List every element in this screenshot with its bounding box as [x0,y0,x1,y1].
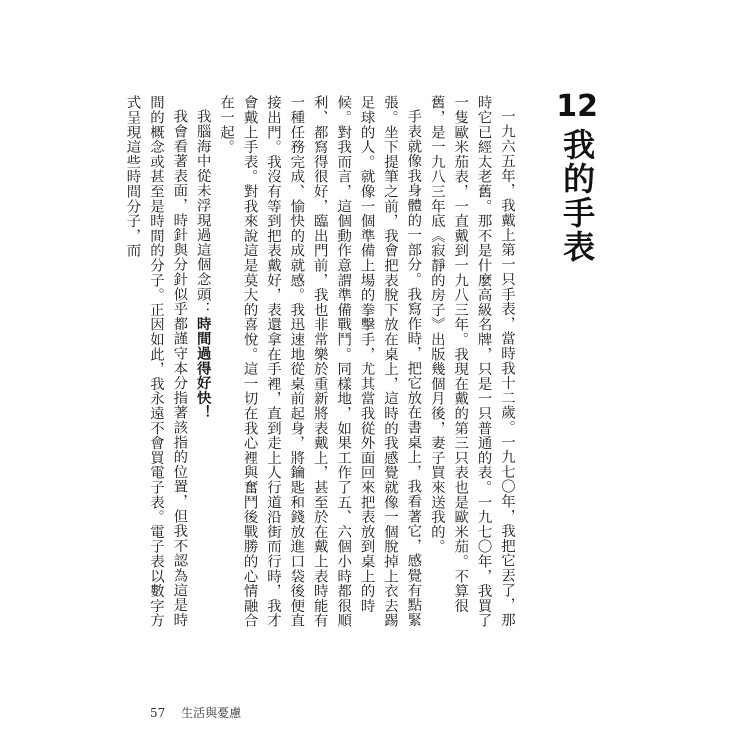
page-number: 57 [150,706,166,720]
chapter-number: 12 [556,89,598,124]
paragraph-text: 我腦海中從未浮現過這個念頭： [194,109,211,317]
body-text [120,95,518,635]
paragraph: 我會看著表面，時針與分針似乎都謹守本分指著該指的位置，但我不認為這是時間的概念或甚至是時間的分子。正因如此，我永遠不會買電子表。電子表以數字方式呈現這些時間分子，而 [124,95,188,628]
book-title: 生活與憂慮 [181,706,242,720]
paragraph: 一九六五年，我戴上第一只手表，當時我十二歲。一九七〇年，我把它丟了，那時它已經太老舊。那不是什麼高級名牌，只是一只普通的表。一九七〇年，我買了一隻歐米茄表，一直戴到一九八三年。我現在戴的第三只表也是歐米茄。不算很舊，是一九八三年底《寂靜的房子》出版幾個月後，妻子買來送我的。 [428,95,515,628]
page-footer [150,704,241,721]
paragraph [190,95,213,635]
chapter-heading [556,89,598,264]
chapter-title: 我的手表 [558,128,597,264]
emphasized-phrase: 時間過得好快！ [194,316,211,421]
paragraph: 手表就像我身體的一部分。我寫作時，把它放在書桌上，我看著它，感覺有點緊張。坐下提筆之前，我會把表脫下放在桌上，這時的我感覺就像一個脫掉上衣去踢足球的人。就像一個準備上場的拳擊手，尤其當我從外面回來把表放到桌上的時候。對我而言，這個動作意謂準備戰鬥。同樣地，如果工作了五、六個小時都很順利、都寫得很好，臨出門前，我也非常樂於重新將表戴上，甚至於在戴上表時能有一種任務完成、愉快的成就感。我迅速地從桌前起身，將鑰匙和錢放進口袋後便直接出門。我沒有等到把表戴好，表還拿在手裡，直到走上人行道沿街而行時，我才會戴上手表。對我來說這是莫大的喜悅。這一切在我心裡與奮鬥後戰勝的心情融合在一起。 [218,95,422,628]
